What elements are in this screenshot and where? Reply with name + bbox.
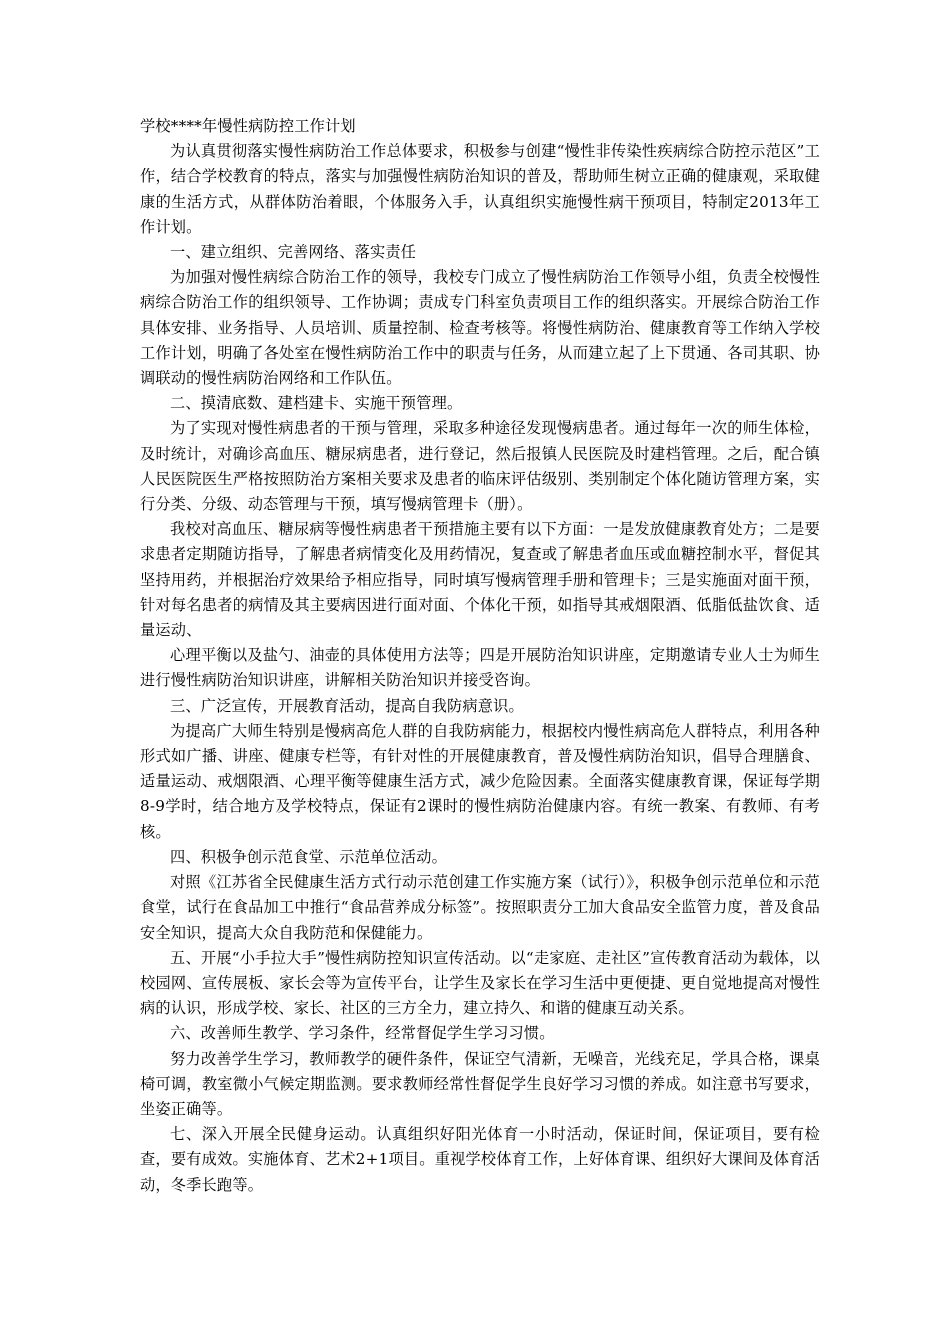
section-2-paragraph-3: 心理平衡以及盐勺、油壶的具体使用方法等；四是开展防治知识讲座，定期邀请专业人士为师生进行慢性病防治知识讲座，讲解相关防治知识并接受咨询。: [140, 646, 820, 690]
section-6-paragraph: 努力改善学生学习，教师教学的硬件条件，保证空气清新，无噪音，光线充足，学具合格，课桌椅可调，教室微小气候定期监测。要求教师经常性督促学生良好学习习惯的养成。如注意书写要求，坐姿正确等。: [140, 1049, 820, 1118]
intro-paragraph: 为认真贯彻落实慢性病防治工作总体要求，积极参与创建“慢性非传染性疾病综合防控示范区”工作，结合学校教育的特点，落实与加强慢性病防治知识的普及，帮助师生树立正确的健康观，采取健康的生活方式，从群体防治着眼，个体服务入手，认真组织实施慢性病干预项目，特制定2013年工作计划。: [140, 142, 820, 236]
document-title: 学校****年慢性病防控工作计划: [140, 117, 356, 135]
section-5-paragraph: 五、开展“小手拉大手”慢性病防控知识宣传活动。以“走家庭、走社区”宣传教育活动为载体，以校园网、宣传展板、家长会等为宣传平台，让学生及家长在学习生活中更便捷、更自觉地提高对慢性病的认识，形成学校、家长、社区的三方全力，建立持久、和谐的健康互动关系。: [140, 948, 820, 1018]
section-heading-4: 四、积极争创示范食堂、示范单位活动。: [170, 847, 447, 866]
section-heading-1: 一、建立组织、完善网络、落实责任: [170, 243, 417, 262]
section-4-paragraph: 对照《江苏省全民健康生活方式行动示范创建工作实施方案（试行）》，积极争创示范单位和示范食堂，试行在食品加工中推行“食品营养成分标签”。按照职责分工加大食品安全监管力度，普及食品安全知识，提高大众自我防范和保健能力。: [140, 873, 820, 942]
section-2-paragraph-1: 为了实现对慢性病患者的干预与管理，采取多种途径发现慢病患者。通过每年一次的师生体检，及时统计，对确诊高血压、糖尿病患者，进行登记，然后报镇人民医院及时建档管理。之后，配合镇人民医院医生严格按照防治方案相关要求及患者的临床评估级别、类别制定个体化随访管理方案，实行分类、分级、动态管理与干预，填写慢病管理卡（册）。: [140, 419, 820, 514]
section-3-paragraph: 为提高广大师生特别是慢病高危人群的自我防病能力，根据校内慢性病高危人群特点，利用各种形式如广播、讲座、健康专栏等，有针对性的开展健康教育，普及慢性病防治知识，倡导合理膳食、适量运动、戒烟限酒、心理平衡等健康生活方式，减少危险因素。全面落实健康教育课，保证每学期8-9学时，结合地方及学校特点，保证有2课时的慢性病防治健康内容。有统一教案、有教师、有考核。: [140, 721, 820, 841]
section-1-paragraph: 为加强对慢性病综合防治工作的领导，我校专门成立了慢性病防治工作领导小组，负责全校慢性病综合防治工作的组织领导、工作协调；责成专门科室负责项目工作的组织落实。开展综合防治工作具体安排、业务指导、人员培训、质量控制、检查考核等。将慢性病防治、健康教育等工作纳入学校工作计划，明确了各处室在慢性病防治工作中的职责与任务，从而建立起了上下贯通、各司其职、协调联动的慢性病防治网络和工作队伍。: [140, 268, 820, 388]
section-heading-2: 二、摸清底数、建档建卡、实施干预管理。: [170, 394, 463, 413]
section-heading-3: 三、广泛宣传，开展教育活动，提高自我防病意识。: [170, 696, 524, 715]
section-heading-6: 六、改善师生教学、学习条件，经常督促学生学习习惯。: [170, 1024, 555, 1043]
document-page: [140, 114, 820, 1198]
section-2-paragraph-2: 我校对高血压、糖尿病等慢性病患者干预措施主要有以下方面：一是发放健康教育处方；二是要求患者定期随访指导，了解患者病情变化及用药情况，复查或了解患者血压或血糖控制水平，督促其坚持用药，并根据治疗效果给予相应指导，同时填写慢病管理手册和管理卡；三是实施面对面干预，针对每名患者的病情及其主要病因进行面对面、个体化干预，如指导其戒烟限酒、低脂低盐饮食、适量运动、: [140, 520, 820, 640]
section-7-paragraph: 七、深入开展全民健身运动。认真组织好阳光体育一小时活动，保证时间，保证项目，要有检查，要有成效。实施体育、艺术2+1项目。重视学校体育工作，上好体育课、组织好大课间及体育活动，冬季长跑等。: [140, 1125, 820, 1194]
